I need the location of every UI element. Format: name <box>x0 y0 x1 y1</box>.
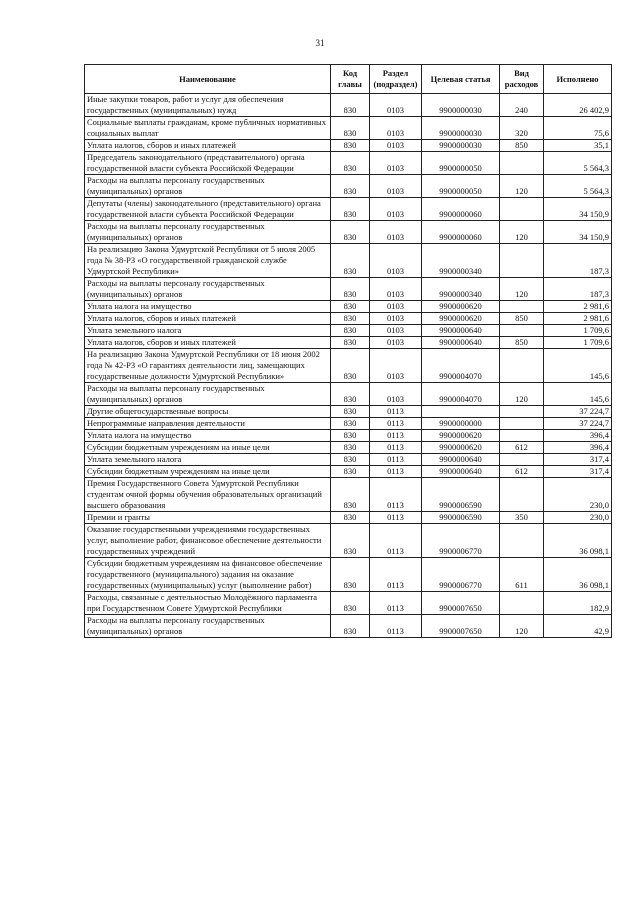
cell-sum: 26 402,9 <box>544 94 612 117</box>
table-row <box>85 418 612 430</box>
cell-sum: 396,4 <box>544 442 612 454</box>
cell-name: Субсидии бюджетным учреждениям на иные цели <box>85 442 331 454</box>
cell-name: Расходы на выплаты персоналу государственных (муниципальных) органов <box>85 175 331 198</box>
cell-sum: 5 564,3 <box>544 175 612 198</box>
cell-statya: 9900004070 <box>422 383 500 406</box>
cell-razdel: 0103 <box>370 117 422 140</box>
table-row <box>85 524 612 558</box>
cell-glava: 830 <box>331 349 370 383</box>
cell-razdel: 0103 <box>370 152 422 175</box>
cell-statya: 9900000640 <box>422 466 500 478</box>
cell-statya: 9900007650 <box>422 592 500 615</box>
cell-glava: 830 <box>331 337 370 349</box>
cell-vid <box>500 430 544 442</box>
cell-vid: 850 <box>500 337 544 349</box>
cell-statya: 9900000640 <box>422 454 500 466</box>
cell-vid: 850 <box>500 140 544 152</box>
cell-statya <box>422 406 500 418</box>
cell-sum: 1 709,6 <box>544 337 612 349</box>
cell-razdel: 0103 <box>370 198 422 221</box>
cell-glava: 830 <box>331 512 370 524</box>
cell-glava: 830 <box>331 117 370 140</box>
cell-statya: 9900000060 <box>422 198 500 221</box>
cell-statya: 9900004070 <box>422 349 500 383</box>
cell-statya: 9900007650 <box>422 615 500 638</box>
table-row <box>85 466 612 478</box>
cell-vid <box>500 478 544 512</box>
cell-razdel: 0103 <box>370 313 422 325</box>
table-row <box>85 454 612 466</box>
cell-statya: 9900000640 <box>422 325 500 337</box>
cell-glava: 830 <box>331 278 370 301</box>
table-row <box>85 406 612 418</box>
cell-vid: 850 <box>500 313 544 325</box>
cell-sum: 35,1 <box>544 140 612 152</box>
cell-name: Уплата налогов, сборов и иных платежей <box>85 140 331 152</box>
cell-sum: 34 150,9 <box>544 221 612 244</box>
header-sum: Исполнено <box>544 65 612 94</box>
cell-vid <box>500 244 544 278</box>
cell-statya: 9900000030 <box>422 117 500 140</box>
cell-glava: 830 <box>331 430 370 442</box>
cell-name: Премии и гранты <box>85 512 331 524</box>
cell-name: Оказание государственными учреждениями государственных услуг, выполнение работ, финансовое обеспечение деятельности государственных учреждений <box>85 524 331 558</box>
cell-sum: 230,0 <box>544 478 612 512</box>
cell-sum: 317,4 <box>544 454 612 466</box>
table-row <box>85 592 612 615</box>
cell-razdel: 0113 <box>370 466 422 478</box>
table-row <box>85 198 612 221</box>
cell-razdel: 0103 <box>370 94 422 117</box>
cell-sum: 37 224,7 <box>544 418 612 430</box>
cell-name: Уплата налога на имущество <box>85 430 331 442</box>
cell-name: Уплата земельного налога <box>85 454 331 466</box>
cell-sum: 145,6 <box>544 383 612 406</box>
cell-razdel: 0103 <box>370 325 422 337</box>
cell-statya: 9900000030 <box>422 94 500 117</box>
header-name: Наименование <box>85 65 331 94</box>
cell-statya: 9900000620 <box>422 430 500 442</box>
cell-glava: 830 <box>331 558 370 592</box>
cell-statya: 9900000050 <box>422 175 500 198</box>
cell-name: Уплата земельного налога <box>85 325 331 337</box>
cell-glava: 830 <box>331 140 370 152</box>
cell-name: Депутаты (члены) законодательного (представительного) органа государственной власти субъекта Российской Федерации <box>85 198 331 221</box>
cell-sum: 2 981,6 <box>544 301 612 313</box>
cell-razdel: 0103 <box>370 301 422 313</box>
cell-glava: 830 <box>331 221 370 244</box>
cell-vid <box>500 198 544 221</box>
cell-name: На реализацию Закона Удмуртской Республики от 5 июля 2005 года № 38-РЗ «О государственной гражданской службе Удмуртской Республики» <box>85 244 331 278</box>
cell-razdel: 0113 <box>370 615 422 638</box>
cell-vid <box>500 349 544 383</box>
cell-name: Уплата налога на имущество <box>85 301 331 313</box>
cell-statya: 9900000030 <box>422 140 500 152</box>
cell-razdel: 0103 <box>370 244 422 278</box>
cell-sum: 1 709,6 <box>544 325 612 337</box>
cell-glava: 830 <box>331 615 370 638</box>
cell-vid <box>500 301 544 313</box>
cell-statya: 9900000620 <box>422 313 500 325</box>
table-row <box>85 152 612 175</box>
table-row <box>85 512 612 524</box>
cell-name: На реализацию Закона Удмуртской Республики от 18 июня 2002 года № 42-РЗ «О гарантиях деятельности лиц, замещающих государственные должности Удмуртской Республики» <box>85 349 331 383</box>
table-row <box>85 478 612 512</box>
cell-razdel: 0113 <box>370 418 422 430</box>
table-row <box>85 313 612 325</box>
table-row <box>85 442 612 454</box>
cell-glava: 830 <box>331 466 370 478</box>
table-row <box>85 175 612 198</box>
cell-glava: 830 <box>331 313 370 325</box>
cell-statya: 9900006770 <box>422 558 500 592</box>
cell-vid: 120 <box>500 383 544 406</box>
cell-razdel: 0113 <box>370 406 422 418</box>
cell-name: Премия Государственного Совета Удмуртской Республики студентам очной формы обучения образовательных организаций высшего образования <box>85 478 331 512</box>
cell-glava: 830 <box>331 524 370 558</box>
cell-razdel: 0103 <box>370 140 422 152</box>
table-header-row <box>85 65 612 94</box>
cell-razdel: 0113 <box>370 430 422 442</box>
budget-table <box>84 64 612 638</box>
cell-statya: 9900006590 <box>422 512 500 524</box>
cell-vid: 120 <box>500 278 544 301</box>
cell-name: Расходы на выплаты персоналу государственных (муниципальных) органов <box>85 383 331 406</box>
cell-sum: 396,4 <box>544 430 612 442</box>
header-glava: Код главы <box>331 65 370 94</box>
cell-razdel: 0113 <box>370 454 422 466</box>
table-row <box>85 140 612 152</box>
cell-statya: 9900000000 <box>422 418 500 430</box>
cell-glava: 830 <box>331 244 370 278</box>
cell-glava: 830 <box>331 454 370 466</box>
cell-sum: 75,6 <box>544 117 612 140</box>
cell-sum: 187,3 <box>544 278 612 301</box>
table-row <box>85 558 612 592</box>
page-number: 31 <box>315 38 325 48</box>
cell-name: Расходы на выплаты персоналу государственных (муниципальных) органов <box>85 278 331 301</box>
cell-sum: 37 224,7 <box>544 406 612 418</box>
cell-glava: 830 <box>331 383 370 406</box>
cell-vid: 120 <box>500 615 544 638</box>
table-row <box>85 430 612 442</box>
table-row <box>85 349 612 383</box>
cell-razdel: 0113 <box>370 512 422 524</box>
cell-name: Другие общегосударственные вопросы <box>85 406 331 418</box>
cell-glava: 830 <box>331 592 370 615</box>
cell-vid: 611 <box>500 558 544 592</box>
cell-name: Расходы на выплаты персоналу государственных (муниципальных) органов <box>85 221 331 244</box>
cell-sum: 187,3 <box>544 244 612 278</box>
cell-name: Уплата налогов, сборов и иных платежей <box>85 337 331 349</box>
cell-glava: 830 <box>331 152 370 175</box>
cell-razdel: 0113 <box>370 442 422 454</box>
cell-glava: 830 <box>331 175 370 198</box>
cell-sum: 317,4 <box>544 466 612 478</box>
table-row <box>85 221 612 244</box>
table-row <box>85 117 612 140</box>
cell-statya: 9900000340 <box>422 278 500 301</box>
cell-name: Субсидии бюджетным учреждениям на финансовое обеспечение государственного (муниципального) задания на оказание государственных (муниципальных) услуг (выполнение работ) <box>85 558 331 592</box>
cell-name: Иные закупки товаров, работ и услуг для обеспечения государственных (муниципальных) нужд <box>85 94 331 117</box>
header-razdel: Раздел (подраздел) <box>370 65 422 94</box>
cell-name: Непрограммные направления деятельности <box>85 418 331 430</box>
cell-vid: 120 <box>500 175 544 198</box>
cell-glava: 830 <box>331 406 370 418</box>
cell-razdel: 0103 <box>370 278 422 301</box>
cell-sum: 2 981,6 <box>544 313 612 325</box>
cell-vid <box>500 325 544 337</box>
table-row <box>85 337 612 349</box>
cell-sum: 42,9 <box>544 615 612 638</box>
cell-name: Субсидии бюджетным учреждениям на иные цели <box>85 466 331 478</box>
cell-glava: 830 <box>331 94 370 117</box>
header-statya: Целевая статья <box>422 65 500 94</box>
table-row <box>85 325 612 337</box>
cell-razdel: 0103 <box>370 175 422 198</box>
cell-sum: 182,9 <box>544 592 612 615</box>
table-row <box>85 301 612 313</box>
cell-name: Уплата налогов, сборов и иных платежей <box>85 313 331 325</box>
table-row <box>85 278 612 301</box>
cell-razdel: 0103 <box>370 221 422 244</box>
cell-sum: 230,0 <box>544 512 612 524</box>
cell-statya: 9900000620 <box>422 301 500 313</box>
cell-vid <box>500 454 544 466</box>
cell-razdel: 0103 <box>370 383 422 406</box>
cell-glava: 830 <box>331 198 370 221</box>
cell-razdel: 0113 <box>370 478 422 512</box>
cell-glava: 830 <box>331 478 370 512</box>
cell-vid: 120 <box>500 221 544 244</box>
table-row <box>85 244 612 278</box>
cell-sum: 34 150,9 <box>544 198 612 221</box>
cell-statya: 9900000050 <box>422 152 500 175</box>
cell-statya: 9900000620 <box>422 442 500 454</box>
cell-glava: 830 <box>331 442 370 454</box>
cell-sum: 145,6 <box>544 349 612 383</box>
cell-razdel: 0113 <box>370 592 422 615</box>
cell-glava: 830 <box>331 418 370 430</box>
cell-razdel: 0113 <box>370 524 422 558</box>
cell-sum: 36 098,1 <box>544 558 612 592</box>
cell-name: Расходы, связанные с деятельностью Молодёжного парламента при Государственном Совете Удмуртской Республики <box>85 592 331 615</box>
cell-sum: 5 564,3 <box>544 152 612 175</box>
cell-vid <box>500 592 544 615</box>
table-row <box>85 383 612 406</box>
cell-razdel: 0103 <box>370 349 422 383</box>
cell-razdel: 0113 <box>370 558 422 592</box>
cell-statya: 9900000340 <box>422 244 500 278</box>
cell-statya: 9900006770 <box>422 524 500 558</box>
cell-vid: 612 <box>500 442 544 454</box>
cell-vid: 240 <box>500 94 544 117</box>
cell-statya: 9900006590 <box>422 478 500 512</box>
table-row <box>85 94 612 117</box>
cell-vid: 612 <box>500 466 544 478</box>
cell-vid <box>500 406 544 418</box>
header-vid: Вид расходов <box>500 65 544 94</box>
cell-vid <box>500 152 544 175</box>
cell-statya: 9900000060 <box>422 221 500 244</box>
table-row <box>85 615 612 638</box>
cell-sum: 36 098,1 <box>544 524 612 558</box>
cell-glava: 830 <box>331 301 370 313</box>
cell-vid <box>500 418 544 430</box>
cell-name: Социальные выплаты гражданам, кроме публичных нормативных социальных выплат <box>85 117 331 140</box>
cell-glava: 830 <box>331 325 370 337</box>
cell-statya: 9900000640 <box>422 337 500 349</box>
cell-name: Расходы на выплаты персоналу государственных (муниципальных) органов <box>85 615 331 638</box>
cell-vid: 320 <box>500 117 544 140</box>
cell-name: Председатель законодательного (представительного) органа государственной власти субъекта Российской Федерации <box>85 152 331 175</box>
cell-razdel: 0103 <box>370 337 422 349</box>
cell-vid: 350 <box>500 512 544 524</box>
cell-vid <box>500 524 544 558</box>
